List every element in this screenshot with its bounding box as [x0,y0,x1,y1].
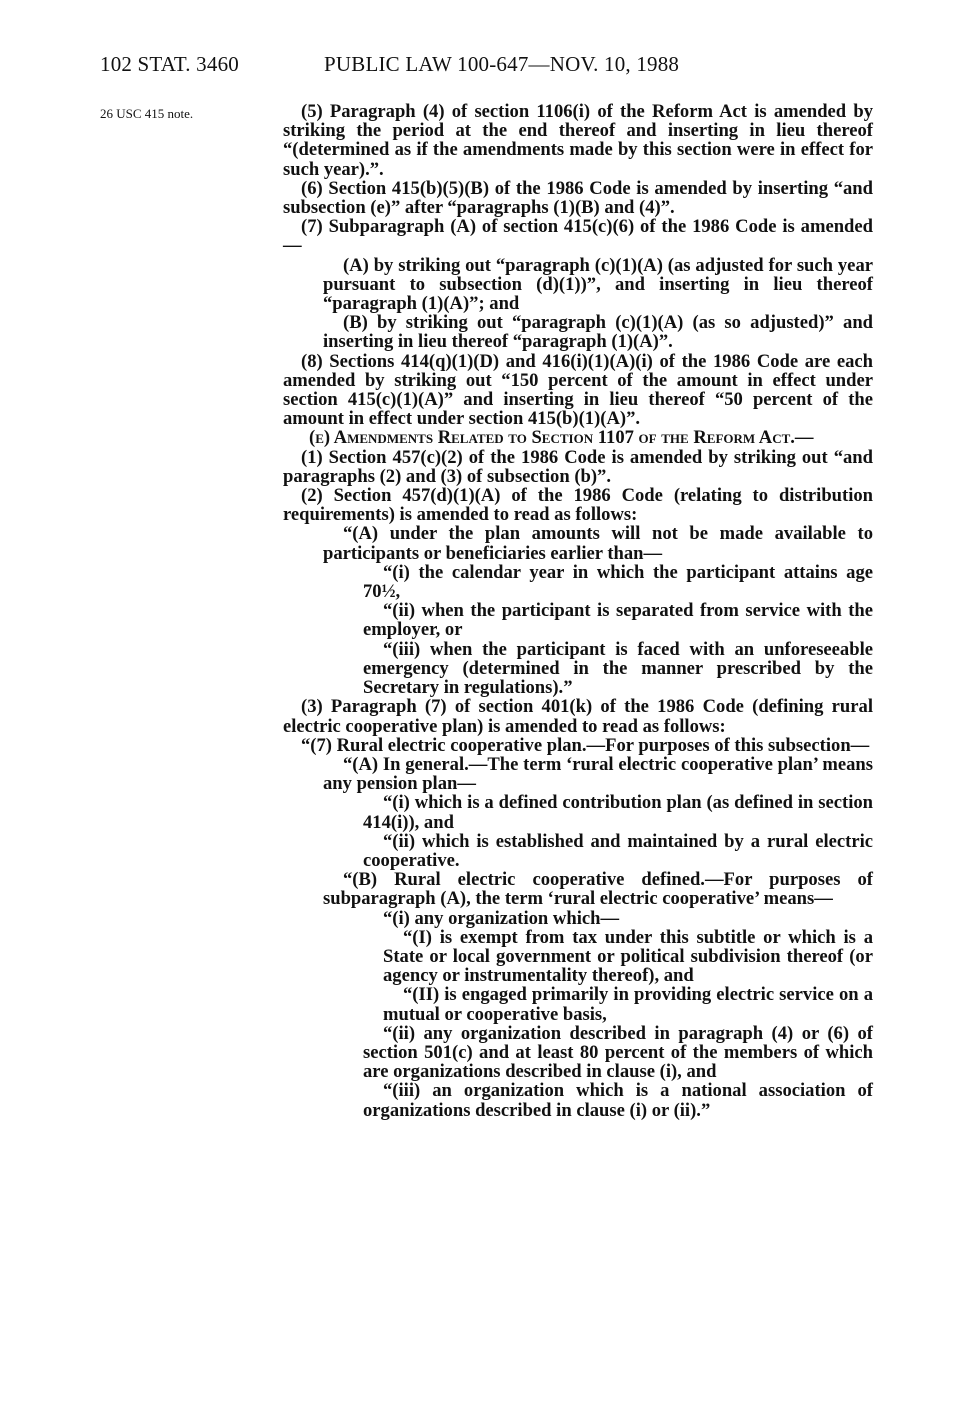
subparagraph-7-b: (B) by striking out “paragraph (c)(1)(A) (as so adjusted)” and inserting in lieu thereof “paragraph (1)(A)”. [323,312,873,353]
quoted-clause-ii: “(ii) when the participant is separated from service with the employer, or [363,600,873,641]
paragraph-e-2: (2) Section 457(d)(1)(A) of the 1986 Code (relating to distribution requirements) is amended to read as follows: [283,485,873,526]
quoted-subclause-ii: “(II) is engaged primarily in providing electric service on a mutual or cooperative basis, [383,984,873,1025]
quoted-subclause-i: “(I) is exempt from tax under this subtitle or which is a State or local government or political subdivision thereof (or agency or instrumentality thereof), and [383,926,873,987]
paragraph-7: (7) Subparagraph (A) of section 415(c)(6) of the 1986 Code is amended— [283,216,873,257]
quoted-paragraph-7: “(7) Rural electric cooperative plan.—For purposes of this subsection— [301,734,870,756]
paragraph-6: (6) Section 415(b)(5)(B) of the 1986 Code is amended by inserting “and subsection (e)” after “paragraphs (1)(B) and (4)”. [283,177,873,219]
quoted-clause-i: “(i) the calendar year in which the participant attains age 70½, [363,561,873,603]
quoted-clause-a-ii: “(ii) which is established and maintained by a rural electric cooperative. [363,830,873,871]
section-heading-e: (e) Amendments Related to Section 1107 of the Reform Act.— [309,427,814,449]
paragraph-e-3: (3) Paragraph (7) of section 401(k) of the 1986 Code (defining rural electric cooperative plan) is amended to read as follows: [283,696,873,737]
quoted-clause-b-i: “(i) any organization which— [383,907,620,929]
stat-citation: 102 STAT. 3460 [100,52,239,76]
quoted-subparagraph-7-b: “(B) Rural electric cooperative defined.—For purposes of subparagraph (A), the term ‘rural electric cooperative’ means— [323,869,873,910]
paragraph-e-1: (1) Section 457(c)(2) of the 1986 Code is amended by striking out “and paragraphs (2) and (3) of subsection (b)”. [283,446,873,487]
quoted-subparagraph-a: “(A) under the plan amounts will not be made available to participants or beneficiaries earlier than— [323,523,873,564]
quoted-subparagraph-7-a: “(A) In general.—The term ‘rural electric cooperative plan’ means any pension plan— [323,753,873,795]
paragraph-5: (5) Paragraph (4) of section 1106(i) of the Reform Act is amended by striking the period at the end thereof and inserting in lieu thereof “(determined as if the amendments made by this section were in effect for such year).”. [283,101,873,180]
quoted-clause-b-ii: “(ii) any organization described in paragraph (4) or (6) of section 501(c) and at least 80 percent of the members of which are organizations described in clause (i), and [363,1022,873,1083]
quoted-clause-a-i: “(i) which is a defined contribution plan (as defined in section 414(i)), and [363,792,873,833]
margin-note: 26 USC 415 note. [100,106,194,121]
subparagraph-7-a: (A) by striking out “paragraph (c)(1)(A) (as adjusted for such year pursuant to subsection (d)(1))”, and inserting in lieu thereof “paragraph (1)(A)”; and [323,254,873,315]
quoted-clause-b-iii: “(iii) an organization which is a national association of organizations described in clause (i) or (ii).” [363,1080,873,1121]
paragraph-8: (8) Sections 414(q)(1)(D) and 416(i)(1)(A)(i) of the 1986 Code are each amended by striking out “150 percent of the amount in effect under section 415(c)(1)(A)” and inserting in lieu thereof “50 percent of the amount in effect under section 415(b)(1)(A)”. [283,350,873,430]
page-running-title: PUBLIC LAW 100-647—NOV. 10, 1988 [324,52,680,76]
quoted-clause-iii: “(iii) when the participant is faced with an unforeseeable emergency (determined in the manner prescribed by the Secretary in regulations).” [363,638,873,699]
statute-body [283,102,873,1120]
